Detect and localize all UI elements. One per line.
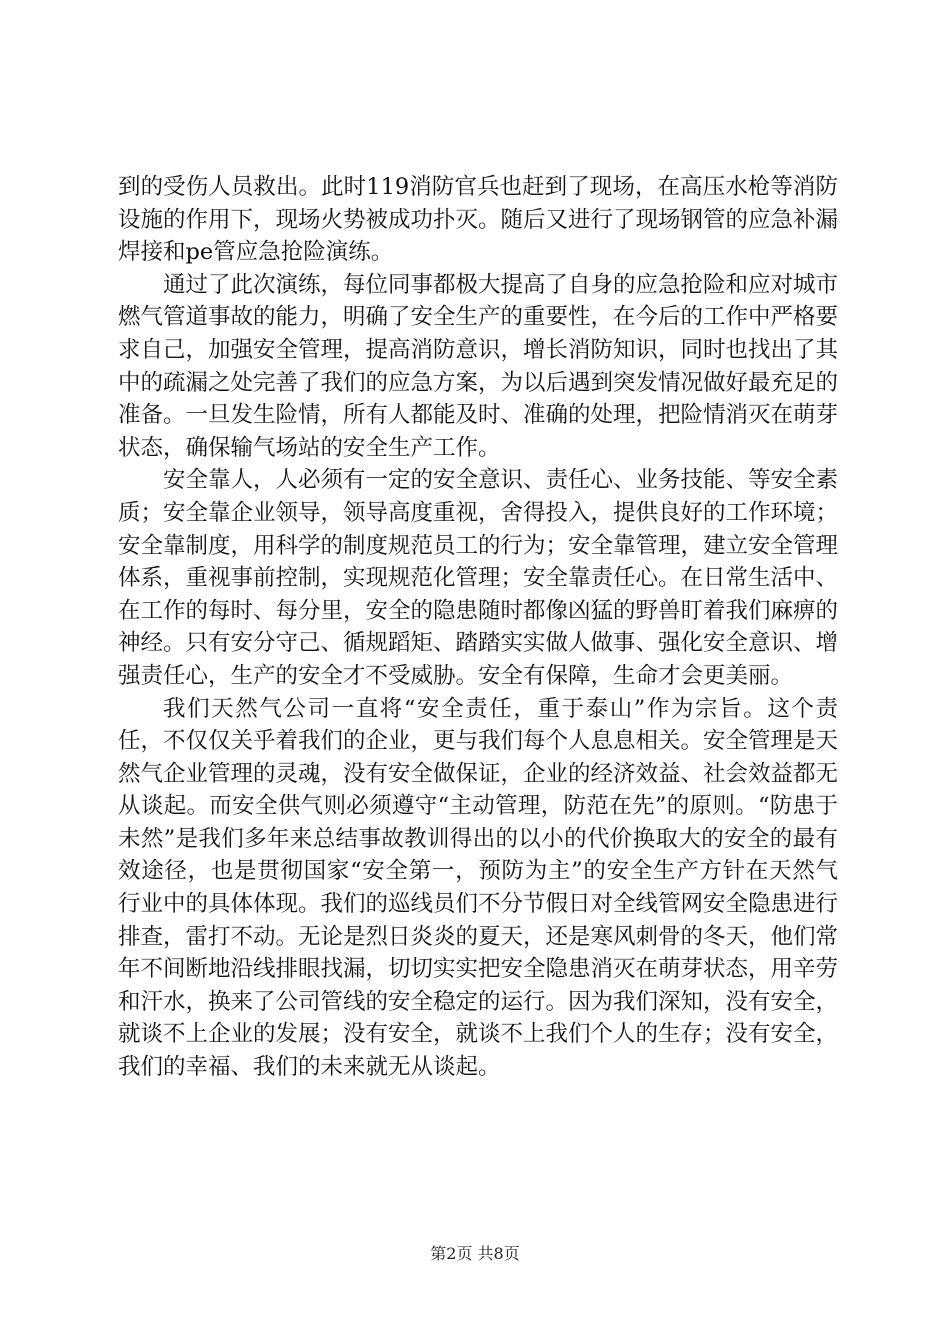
paragraph-4: 我们天然气公司一直将“安全责任，重于泰山”作为宗旨。这个责任，不仅仅关乎着我们的企业，更与我们每个人息息相关。安全管理是天然气企业管理的灵魂，没有安全做保证，企业的经济效益、社会效益都无从谈起。而安全供气则必须遵守“主动管理，防范在先”的原则。“防患于未然”是我们多年来总结事故教训得出的以小的代价换取大的安全的最有效途径，也是贯彻国家“安全第一，预防为主”的安全生产方针在天然气行业中的具体体现。我们的巡线员们不分节假日对全线管网安全隐患进行排查，雷打不动。无论是烈日炎炎的夏天，还是寒风刺骨的冬天，他们常年不间断地沿线排眼找漏，切切实实把安全隐患消灭在萌芽状态，用辛劳和汗水，换来了公司管线的安全稳定的运行。因为我们深知，没有安全，就谈不上企业的发展；没有安全，就谈不上我们个人的生存；没有安全，我们的幸福、我们的未来就无从谈起。: [118, 695, 839, 1081]
paragraph-2: 通过了此次演练，每位同事都极大提高了自身的应急抢险和应对城市燃气管道事故的能力，明确了安全生产的重要性，在今后的工作中严格要求自己，加强安全管理，提高消防意识，增长消防知识，同时也找出了其中的疏漏之处完善了我们的应急方案，为以后遇到突发情况做好最充足的准备。一旦发生险情，所有人都能及时、准确的处理，把险情消灭在萌芽状态，确保输气场站的安全生产工作。: [118, 271, 839, 461]
page-number-footer: 第2页 共8页: [430, 1244, 520, 1263]
paragraph-3: 安全靠人，人必须有一定的安全意识、责任心、业务技能、等安全素质；安全靠企业领导，领导高度重视，舍得投入，提供良好的工作环境；安全靠制度，用科学的制度规范员工的行为；安全靠管理，建立安全管理体系，重视事前控制，实现规范化管理；安全靠责任心。在日常生活中、在工作的每时、每分里，安全的隐患随时都像凶猛的野兽盯着我们麻痹的神经。只有安分守己、循规蹈矩、踏踏实实做人做事、强化安全意识、增强责任心，生产的安全才不受威胁。安全有保障，生命才会更美丽。: [118, 467, 839, 689]
paragraph-1: 到的受伤人员救出。此时119消防官兵也赶到了现场，在高压水枪等消防设施的作用下，现场火势被成功扑灭。随后又进行了现场钢管的应急补漏焊接和pe管应急抢险演练。: [118, 174, 839, 266]
document-body: [118, 171, 838, 1084]
